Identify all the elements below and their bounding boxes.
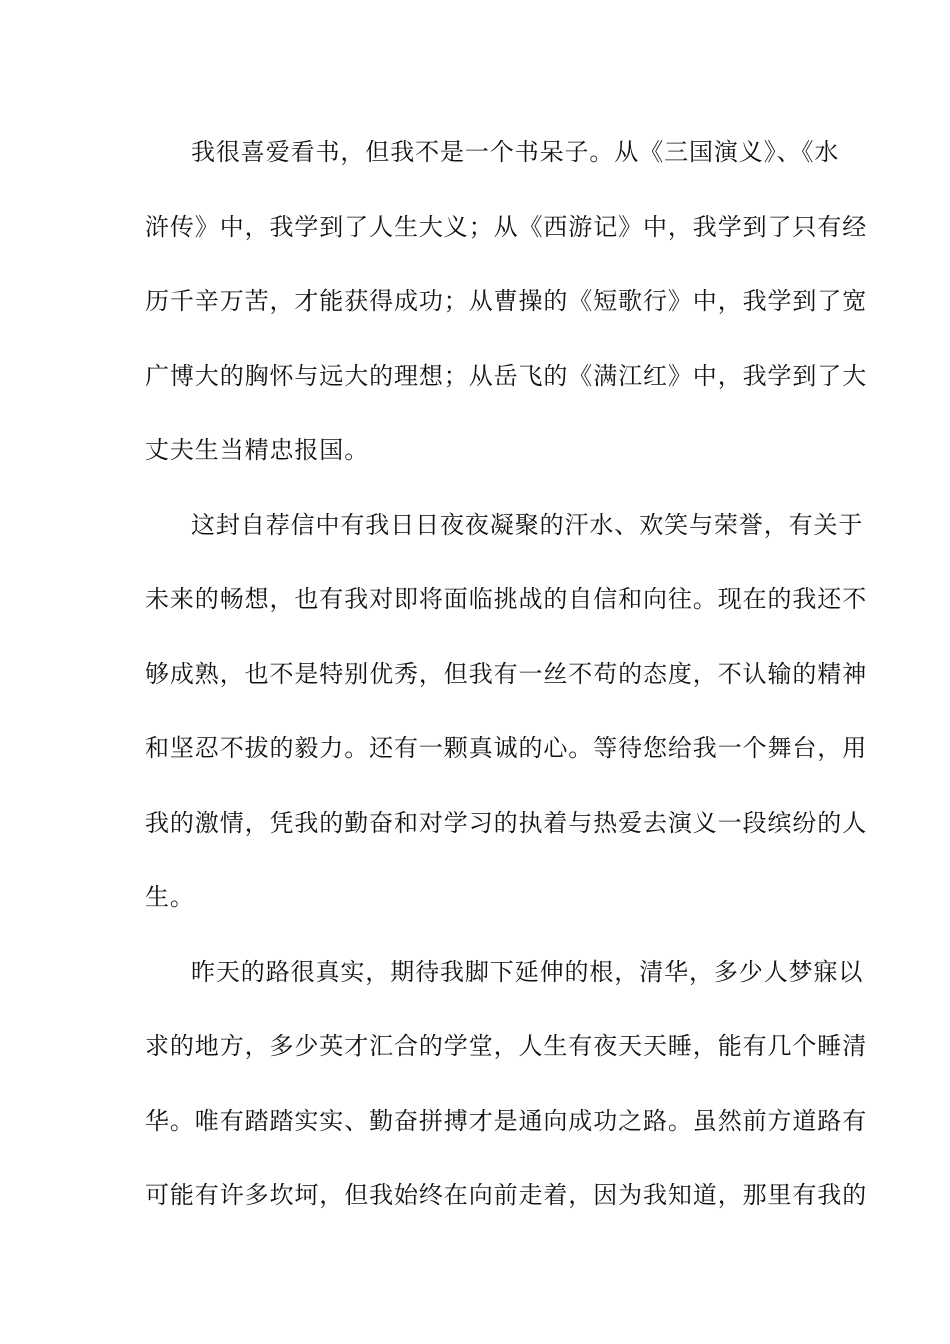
text-line: 历千辛万苦，才能获得成功；从曹操的《短歌行》中，我学到了宽 [145, 287, 868, 315]
paragraph-future [145, 948, 868, 1246]
text-line: 我很喜爱看书，但我不是一个书呆子。从《三国演义》、《水 [191, 138, 840, 166]
paragraph-self-recommendation [145, 501, 868, 948]
text-line: 浒传》中，我学到了人生大义；从《西游记》中，我学到了只有经 [145, 212, 868, 241]
text-line: 昨天的路很真实，期待我脚下延伸的根，清华，多少人梦寐以 [191, 957, 864, 986]
text-line: 和坚忍不拔的毅力。还有一颗真诚的心。等待您给我一个舞台，用 [145, 734, 868, 762]
text-line: 广博大的胸怀与远大的理想；从岳飞的《满江红》中，我学到了大 [145, 361, 868, 390]
text-line: 未来的畅想，也有我对即将面临挑战的自信和向往。现在的我还不 [145, 585, 868, 613]
text-line: 生。 [145, 883, 195, 911]
text-line: 这封自荐信中有我日日夜夜凝聚的汗水、欢笑与荣誉，有关于 [191, 510, 864, 539]
text-line: 华。唯有踏踏实实、勤奋拼搏才是通向成功之路。虽然前方道路有 [145, 1106, 868, 1135]
text-line: 求的地方，多少英才汇合的学堂，人生有夜天天睡，能有几个睡清 [145, 1032, 868, 1060]
paragraph-reading [145, 128, 868, 501]
text-line: 可能有许多坎坷，但我始终在向前走着，因为我知道，那里有我的 [145, 1181, 868, 1209]
text-line: 丈夫生当精忠报国。 [145, 436, 370, 464]
text-line: 够成熟，也不是特别优秀，但我有一丝不苟的态度，不认输的精神 [145, 659, 868, 688]
text-line: 我的激情，凭我的勤奋和对学习的执着与热爱去演义一段缤纷的人 [145, 808, 868, 837]
document-body [145, 128, 868, 1246]
